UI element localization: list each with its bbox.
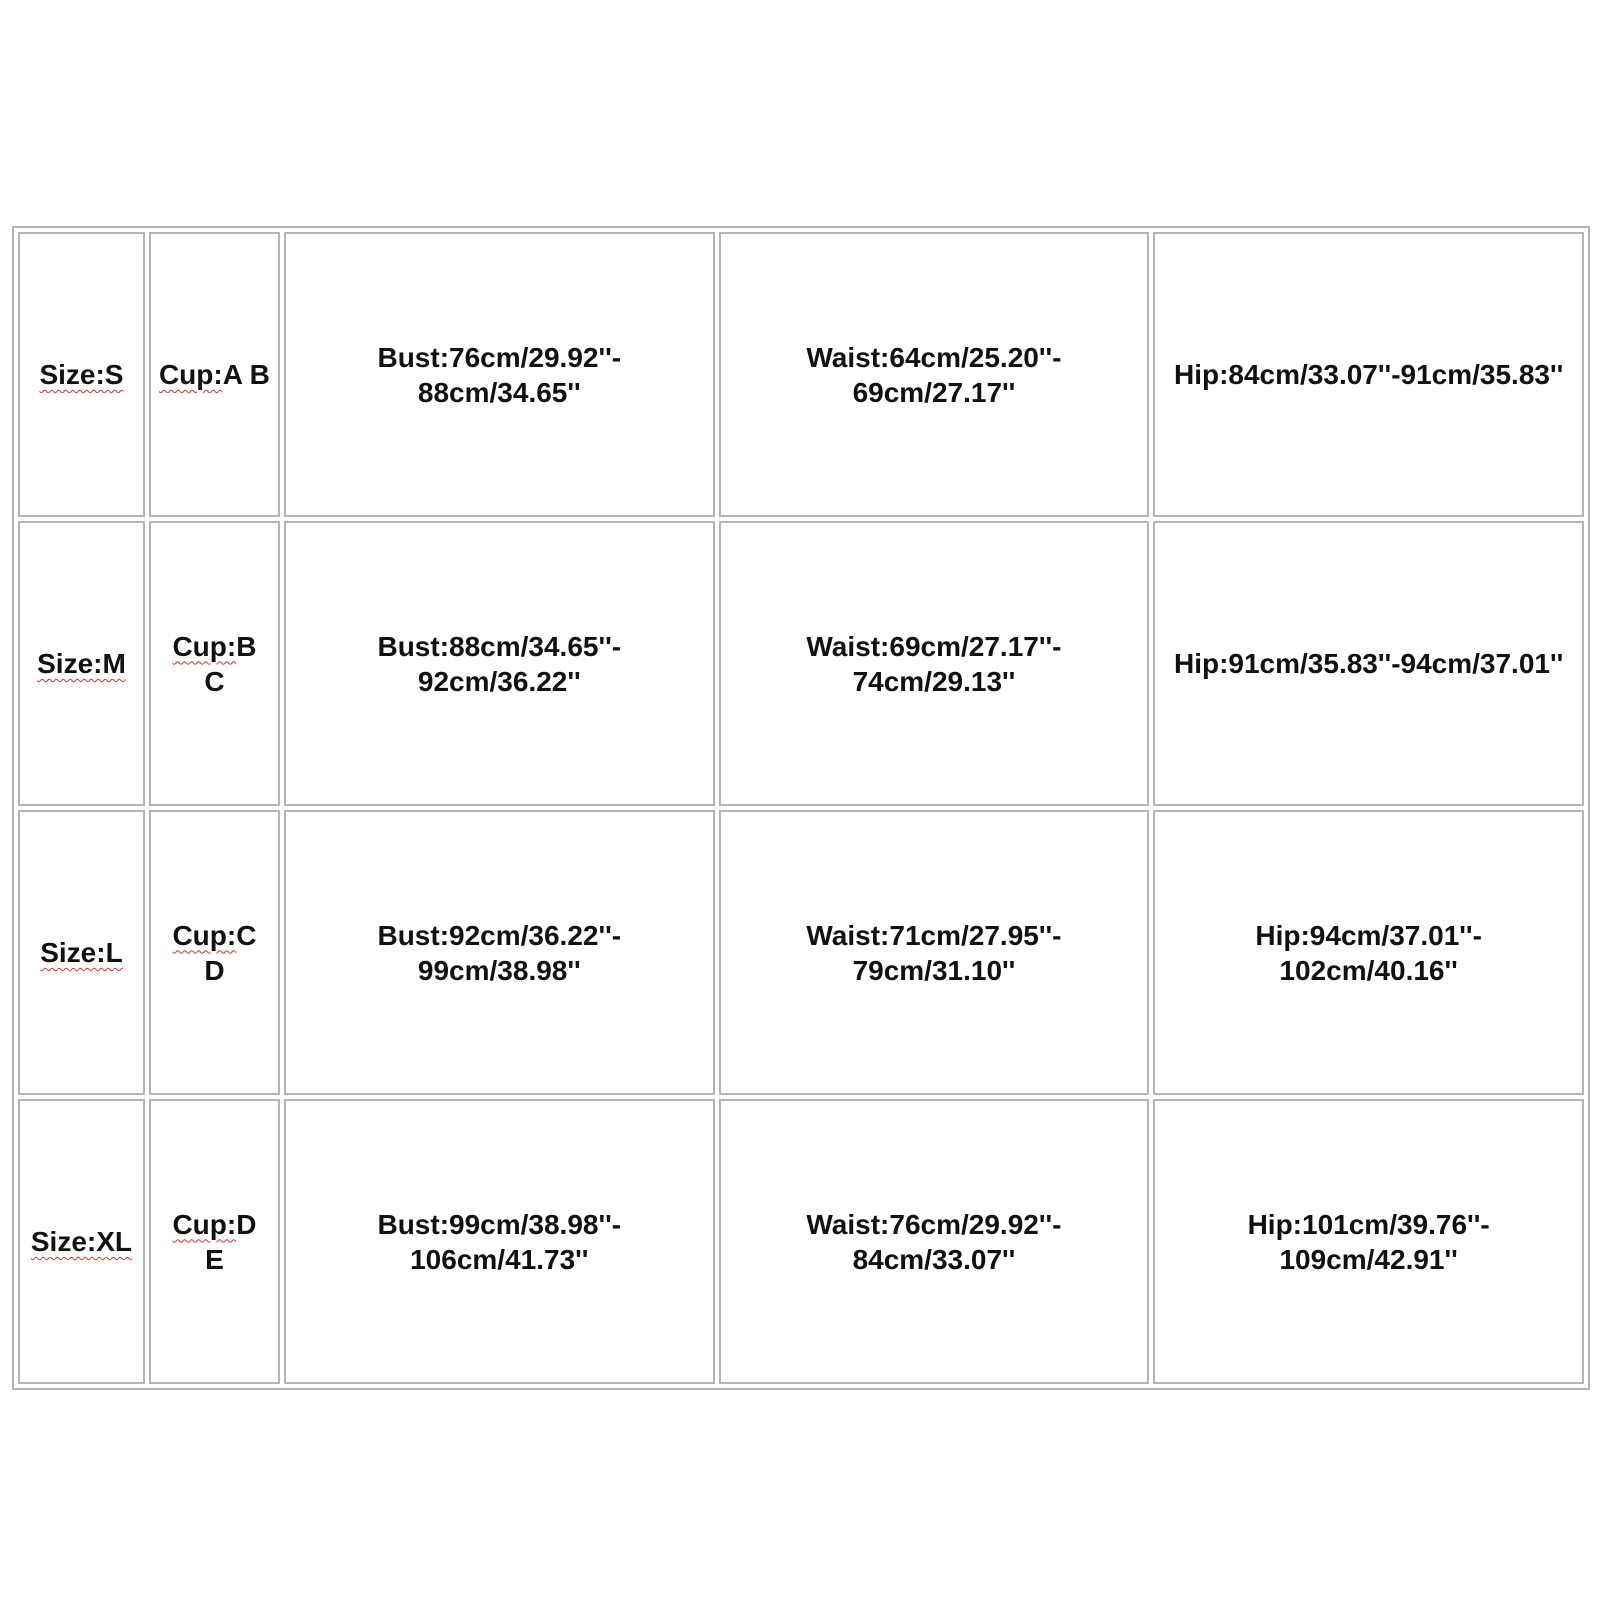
size-cell bbox=[18, 810, 145, 1095]
table-row bbox=[18, 1099, 1584, 1384]
table-row bbox=[18, 810, 1584, 1095]
size-label: Size:S bbox=[39, 359, 124, 390]
size-chart-table bbox=[12, 226, 1590, 1390]
waist-cell: Waist:71cm/27.95''- 79cm/31.10'' bbox=[719, 810, 1150, 1095]
table-row bbox=[18, 521, 1584, 806]
bust-cell: Bust:92cm/36.22''- 99cm/38.98'' bbox=[284, 810, 715, 1095]
cup-cell bbox=[149, 521, 280, 806]
cup-value: B C bbox=[204, 630, 257, 697]
size-label: Size:M bbox=[37, 648, 126, 679]
cup-cell bbox=[149, 810, 280, 1095]
size-label: Size:XL bbox=[30, 1226, 133, 1257]
cup-value: D E bbox=[205, 1208, 257, 1275]
hip-cell: Hip:94cm/37.01''- 102cm/40.16'' bbox=[1153, 810, 1584, 1095]
bust-cell: Bust:76cm/29.92''- 88cm/34.65'' bbox=[284, 232, 715, 517]
cup-cell bbox=[149, 232, 280, 517]
cup-label: Cup: bbox=[172, 1208, 237, 1240]
table-row bbox=[18, 232, 1584, 517]
size-cell bbox=[18, 232, 145, 517]
bust-cell: Bust:99cm/38.98''- 106cm/41.73'' bbox=[284, 1099, 715, 1384]
size-cell bbox=[18, 1099, 145, 1384]
cup-label: Cup: bbox=[172, 630, 237, 662]
waist-cell: Waist:69cm/27.17''- 74cm/29.13'' bbox=[719, 521, 1150, 806]
size-cell bbox=[18, 521, 145, 806]
bust-cell: Bust:88cm/34.65''- 92cm/36.22'' bbox=[284, 521, 715, 806]
waist-cell: Waist:76cm/29.92''- 84cm/33.07'' bbox=[719, 1099, 1150, 1384]
cup-label: Cup: bbox=[158, 359, 223, 390]
hip-cell: Hip:91cm/35.83''-94cm/37.01'' bbox=[1153, 521, 1584, 806]
hip-cell: Hip:101cm/39.76''- 109cm/42.91'' bbox=[1153, 1099, 1584, 1384]
cup-label: Cup: bbox=[172, 919, 237, 951]
hip-cell: Hip:84cm/33.07''-91cm/35.83'' bbox=[1153, 232, 1584, 517]
cup-value: C D bbox=[204, 919, 257, 986]
cup-value: A B bbox=[222, 359, 270, 390]
waist-cell: Waist:64cm/25.20''- 69cm/27.17'' bbox=[719, 232, 1150, 517]
size-label: Size:L bbox=[40, 937, 123, 968]
cup-cell bbox=[149, 1099, 280, 1384]
